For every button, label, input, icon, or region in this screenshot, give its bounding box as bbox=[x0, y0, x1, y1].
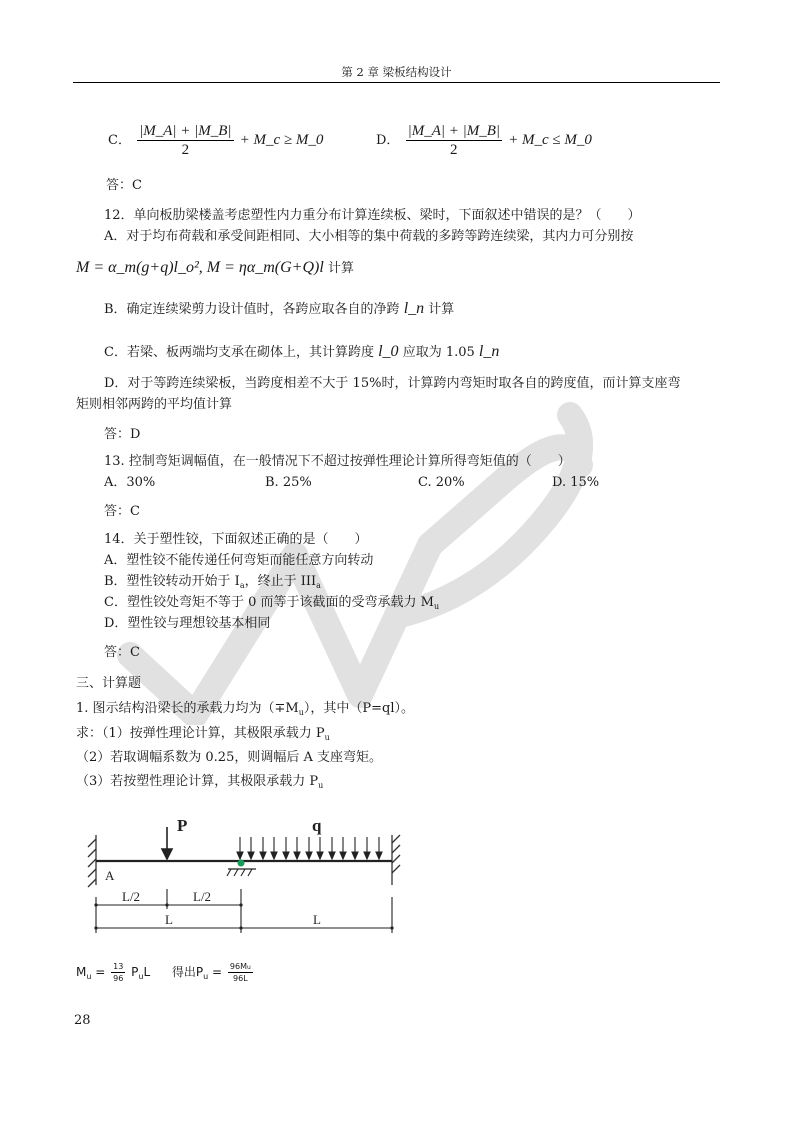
q12-option-a: A．对于均布荷载和承受间距相同、大小相等的集中荷载的多跨等跨连续梁，其内力可分别按 bbox=[104, 229, 634, 244]
q12-option-c bbox=[104, 344, 499, 361]
fraction bbox=[111, 962, 125, 983]
text: 1. 图示结构沿梁长的承载力均为（∓M bbox=[76, 701, 299, 716]
q12-stem: 12．单向板肋梁楼盖考虑塑性内力重分布计算连续板、梁时，下面叙述中错误的是？（ ） bbox=[104, 208, 641, 223]
formula: M = α_m(g+q)l_o², M = ηα_m(G+Q)l bbox=[76, 259, 324, 276]
numerator: |M_A| + |M_B| bbox=[407, 123, 501, 139]
formula-tail: + M_c ≤ M_0 bbox=[508, 132, 592, 148]
subscript: u bbox=[203, 972, 209, 981]
chapter-header: 第 2 章 梁板结构设计 bbox=[341, 65, 452, 79]
variable: l_0 bbox=[378, 343, 399, 360]
numerator: |M_A| + |M_B| bbox=[139, 123, 232, 139]
subscript: u bbox=[298, 708, 304, 717]
point-load-arrow-icon bbox=[162, 827, 172, 859]
q14-option-a: A．塑性铰不能传递任何弯矩而能任意方向转动 bbox=[104, 553, 374, 568]
text: 96M bbox=[229, 962, 247, 971]
dimension-lines bbox=[96, 889, 392, 933]
denominator: 2 bbox=[450, 142, 458, 158]
q13-stem: 13. 控制弯矩调幅值，在一般情况下不超过按弹性理论计算所得弯矩值的（ ） bbox=[104, 454, 571, 469]
formula-tail: + M_c ≥ M_0 bbox=[239, 132, 324, 148]
requirement-1 bbox=[76, 726, 330, 746]
requirement-3 bbox=[76, 774, 323, 794]
subscript: u bbox=[433, 602, 440, 611]
subscript: u bbox=[324, 733, 330, 742]
q13-option-a: A．30% bbox=[104, 475, 156, 490]
q14-option-b bbox=[104, 574, 321, 594]
text: ），其中（P=ql）。 bbox=[303, 701, 415, 716]
beam-diagram bbox=[70, 805, 420, 940]
problem-1-statement bbox=[76, 701, 414, 721]
option-label: C． bbox=[108, 133, 131, 148]
right-fixed-support-icon bbox=[392, 835, 400, 885]
denominator: 96L bbox=[233, 974, 248, 983]
distributed-load-arrows-icon bbox=[237, 837, 382, 859]
load-q-label: q bbox=[312, 816, 322, 835]
subscript: u bbox=[138, 972, 144, 981]
solution-equation bbox=[76, 962, 255, 983]
text: （3）若按塑性理论计算，其极限承载力 P bbox=[76, 774, 319, 789]
text: 求：（1）按弹性理论计算，其极限承载力 P bbox=[76, 726, 325, 741]
support-a-label: A bbox=[105, 868, 115, 883]
option-label: D． bbox=[376, 133, 400, 148]
numerator: 13 bbox=[113, 962, 124, 971]
q12-option-d-line2: 矩则相邻两跨的平均值计算 bbox=[76, 397, 233, 412]
text: B．塑性铰转动开始于 I bbox=[104, 574, 240, 589]
q13-option-d: D. 15% bbox=[552, 475, 600, 490]
variable: l_n bbox=[478, 343, 500, 360]
text: 应取为 1.05 bbox=[402, 345, 475, 360]
subscript: u bbox=[247, 964, 251, 971]
text: C．若梁、板两端均支承在砌体上，其计算跨度 bbox=[104, 345, 374, 360]
q13-option-b: B. 25% bbox=[265, 475, 312, 490]
symbol: L bbox=[143, 965, 151, 979]
equals: = bbox=[95, 965, 106, 979]
subscript: u bbox=[318, 781, 324, 790]
left-fixed-support-icon bbox=[88, 835, 96, 887]
q13-option-c: C. 20% bbox=[418, 475, 465, 490]
q14-option-c bbox=[104, 595, 439, 615]
symbol: P bbox=[195, 965, 204, 979]
header-divider bbox=[73, 82, 720, 83]
formula-suffix: 计算 bbox=[327, 261, 354, 276]
q13-answer: 答：C bbox=[104, 504, 140, 519]
page-number: 28 bbox=[74, 1013, 91, 1028]
q12-option-b bbox=[104, 301, 454, 318]
dimension-label-span1: L bbox=[165, 912, 173, 927]
requirement-2: （2）若取调幅系数为 0.25，则调幅后 A 支座弯矩。 bbox=[76, 750, 383, 765]
q14-option-d: D．塑性铰与理想铰基本相同 bbox=[104, 616, 271, 631]
text: 计算 bbox=[428, 302, 455, 317]
subscript: u bbox=[86, 972, 92, 981]
fraction bbox=[406, 123, 502, 158]
denominator: 2 bbox=[181, 142, 190, 158]
q12-option-d-line1: D．对于等跨连续梁板，当跨度相差不大于 15%时，计算跨内弯矩时取各自的跨度值，而计算支座弯 bbox=[104, 376, 681, 391]
q12-answer: 答：D bbox=[104, 427, 141, 442]
fraction bbox=[137, 123, 233, 158]
q11-answer: 答：C bbox=[106, 178, 142, 193]
section-title: 三、计算题 bbox=[76, 676, 142, 691]
symbol: P bbox=[131, 965, 139, 979]
subscript: a bbox=[239, 581, 245, 590]
variable: l_n bbox=[403, 300, 425, 317]
text: ，终止于 III bbox=[244, 574, 317, 589]
dimension-label-half1: L/2 bbox=[122, 889, 141, 904]
symbol: M bbox=[76, 965, 87, 979]
dimension-label-span2: L bbox=[313, 912, 321, 927]
text: B．确定连续梁剪力设计值时，各跨应取各自的净跨 bbox=[104, 302, 400, 317]
dimension-label-half2: L/2 bbox=[193, 889, 212, 904]
text: 得出 bbox=[171, 965, 196, 979]
numerator bbox=[228, 962, 253, 973]
q12-option-a-formula bbox=[76, 260, 354, 277]
q11-option-d bbox=[376, 123, 592, 158]
load-p-label: P bbox=[177, 816, 188, 835]
equals: = bbox=[212, 965, 223, 979]
q14-stem: 14．关于塑性铰，下面叙述正确的是（ ） bbox=[104, 532, 368, 547]
denominator: 96 bbox=[113, 974, 124, 983]
subscript: a bbox=[316, 581, 321, 590]
text: C．塑性铰处弯矩不等于 0 而等于该截面的受弯承载力 M bbox=[104, 595, 434, 610]
q11-option-c bbox=[108, 123, 323, 158]
q14-answer: 答：C bbox=[104, 645, 140, 660]
fraction bbox=[228, 962, 253, 983]
